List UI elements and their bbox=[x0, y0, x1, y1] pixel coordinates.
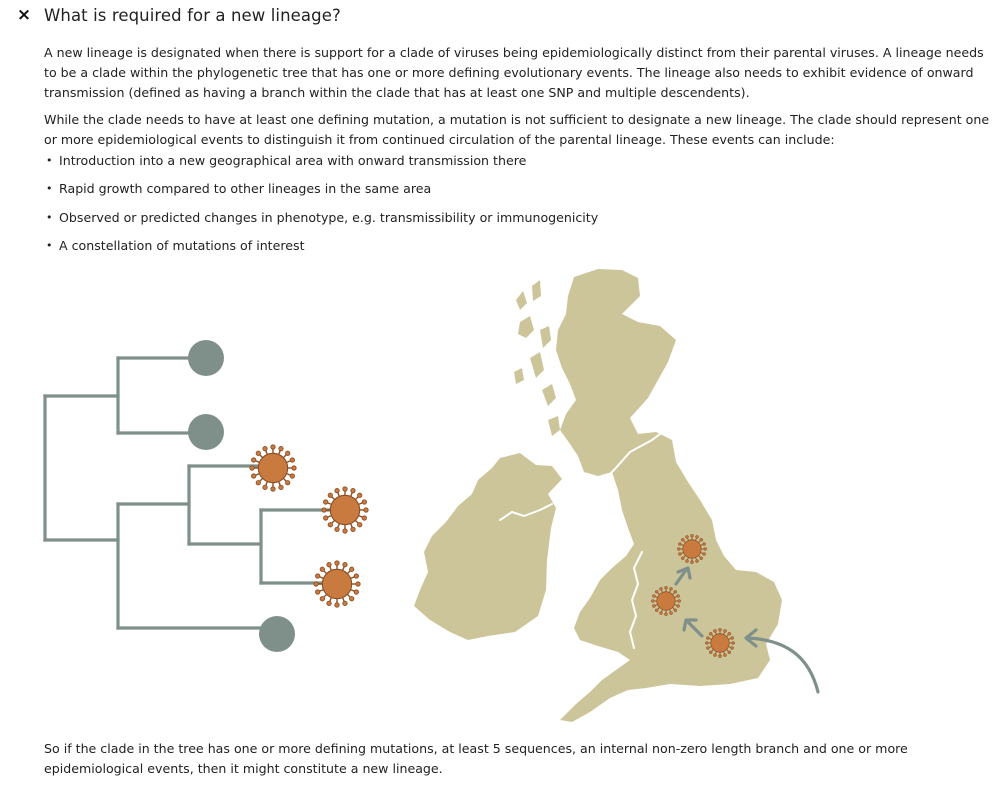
virus-icon bbox=[651, 586, 680, 615]
mutation-paragraph: While the clade needs to have at least one defining mutation, a mutation is not sufficient to designate a new lineage. The clade should represent one or more epidemiological events to distinguish it from continued circulation of the parental lineage. These events can include: bbox=[44, 112, 990, 147]
conclusion-paragraph: So if the clade in the tree has one or more defining mutations, at least 5 sequences, an internal non-zero length branch and one or more epidemiological events, then it might constitute a new lineage. bbox=[44, 741, 908, 776]
tree-tip-node bbox=[188, 340, 224, 376]
virus-icon bbox=[677, 534, 706, 563]
virus-icon bbox=[314, 561, 360, 607]
list-item: • A constellation of mutations of interest bbox=[46, 238, 305, 254]
virus-icon bbox=[705, 628, 734, 657]
close-icon[interactable]: × bbox=[16, 5, 32, 25]
list-item: • Rapid growth compared to other lineages in the same area bbox=[46, 181, 432, 197]
virus-icon bbox=[322, 487, 368, 533]
uk-ireland-map bbox=[414, 269, 782, 722]
intro-paragraph: A new lineage is designated when there is support for a clade of viruses being epidemiologically distinct from their parental viruses. A lineage needs to be a clade within the phylogenetic tree that has one or more defining evolutionary events. The lineage also needs to exhibit evidence of onward transmission (defined as having a branch within the clade that has at least one SNP and multiple descendents). bbox=[44, 45, 984, 100]
phylogenetic-tree bbox=[45, 358, 330, 628]
virus-icon bbox=[250, 445, 296, 491]
tree-tip-node bbox=[188, 414, 224, 450]
list-item: • Introduction into a new geographical area with onward transmission there bbox=[46, 153, 527, 168]
list-item: • Observed or predicted changes in phenotype, e.g. transmissibility or immunogenicity bbox=[46, 209, 599, 225]
tree-tip-node bbox=[259, 616, 295, 652]
page-title: What is required for a new lineage? bbox=[44, 5, 341, 25]
